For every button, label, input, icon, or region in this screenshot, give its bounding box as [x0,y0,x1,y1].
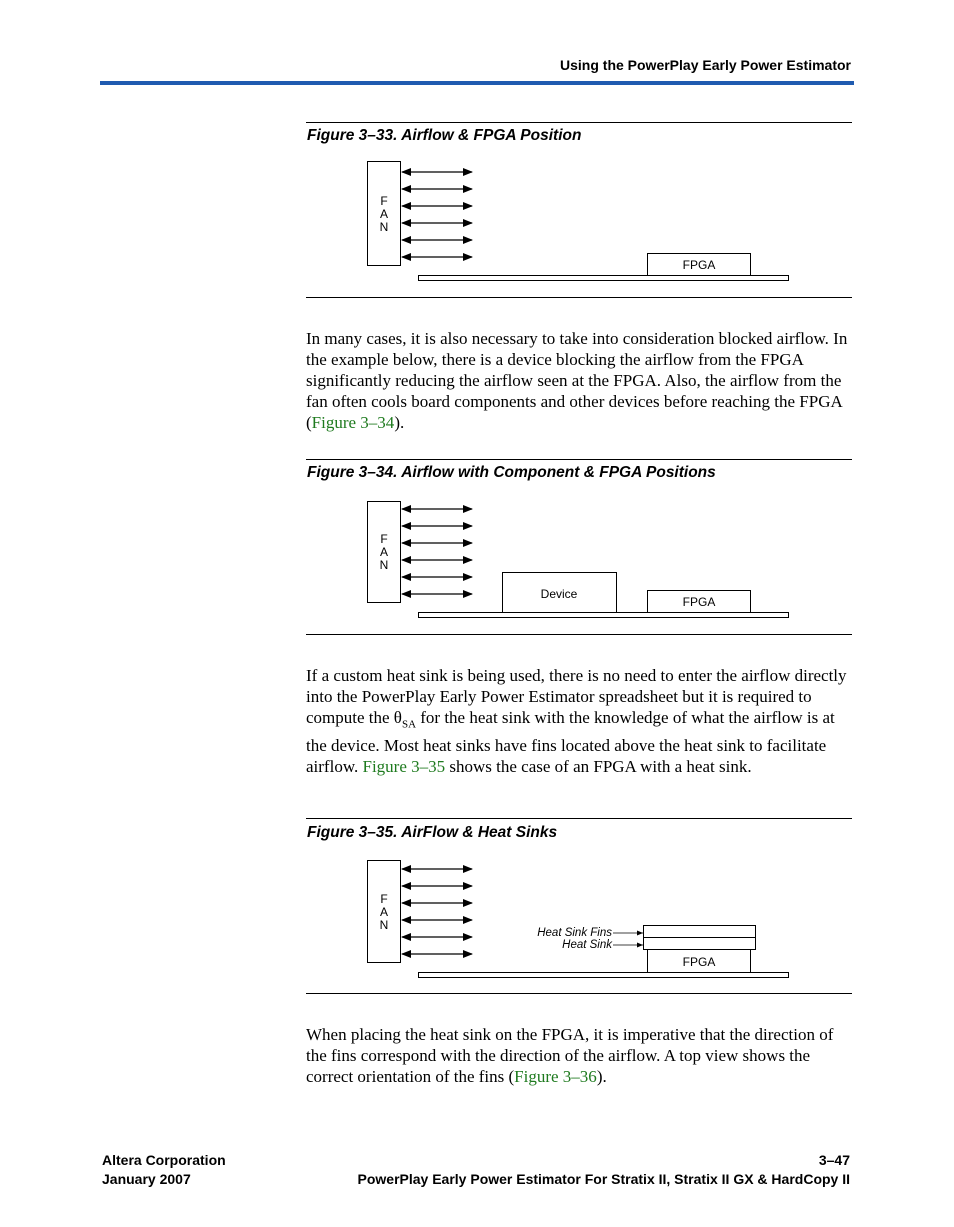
figure-35-top-rule [306,818,852,819]
figure-33-bottom-rule [306,297,852,298]
fan-letter-a: A [379,545,389,559]
paragraph-fin-direction: When placing the heat sink on the FPGA, it is imperative that the direction of the fins correspond with the direction of the airflow. A top view shows the correct orientation of the fins (Figure 3–36). [306,1025,834,1086]
fan-letter-a: A [379,905,389,919]
figure-34-caption: Figure 3–34. Airflow with Component & FPGA Positions [307,464,716,481]
heat-sink-fins-label: Heat Sink Fins [537,927,612,939]
figure-35-caption: Figure 3–35. AirFlow & Heat Sinks [307,824,558,841]
figure-35-bottom-rule [306,993,852,994]
page-number: 3–47 [818,1152,850,1168]
fan-letter-a: A [379,207,389,221]
figure-3-36-link[interactable]: Figure 3–36 [514,1067,597,1086]
running-header: Using the PowerPlay Early Power Estimator [560,57,851,73]
figure-34-diagram [360,492,800,627]
circuit-board [419,613,789,618]
footer-right [358,1151,850,1189]
figure-33-caption: Figure 3–33. Airflow & FPGA Position [307,127,582,144]
figure-34-top-rule [306,459,852,460]
fpga-label: FPGA [682,258,716,272]
circuit-board [419,973,789,978]
figure-34-bottom-rule [306,634,852,635]
figure-3-35-link[interactable]: Figure 3–35 [362,757,446,777]
footer-date: January 2007 [102,1171,191,1187]
circuit-board [419,276,789,281]
fan-letter-f: F [380,532,388,546]
paragraph-custom-heat-sink: If a custom heat sink is being used, there is no need to enter the airflow directly into the PowerPlay Early Power Estimator spreadsheet but it is required to compute the $\theta_{SA}$ for the heat sink with the knowledge of what the airflow is at the device. Most heat sinks have fins located above the heat sink to facilitate airflow. Figure 3–35 shows the case of an FPGA with a heat sink. [306,666,847,777]
fpga-label: FPGA [682,955,716,969]
paragraph-blocked-airflow: In many cases, it is also necessary to take into consideration blocked airflow. In the example below, there is a device blocking the airflow from the FPGA significantly reducing the airflow seen at the FPGA. Also, the airflow from the fan often cools board components and other devices before reaching the FPGA (Figure 3–34). [306,329,848,432]
fan-letter-n: N [379,220,389,234]
header-rule [100,81,854,85]
fan-letter-n: N [379,918,389,932]
device-label: Device [540,587,578,601]
fan-letter-f: F [380,194,388,208]
figure-33-top-rule [306,122,852,123]
footer-company: Altera Corporation [102,1152,226,1168]
footer-document-title: PowerPlay Early Power Estimator For Stratix II, Stratix II GX & HardCopy II [357,1171,850,1187]
fan-letter-f: F [380,892,388,906]
figure-3-34-link[interactable]: Figure 3–34 [311,413,395,432]
heat-sink-label: Heat Sink [562,939,612,951]
figure-33-diagram [360,155,800,290]
fan-letter-n: N [379,558,389,572]
figure-35-diagram [360,852,800,987]
footer-left [102,1151,226,1189]
fpga-label: FPGA [682,595,716,609]
